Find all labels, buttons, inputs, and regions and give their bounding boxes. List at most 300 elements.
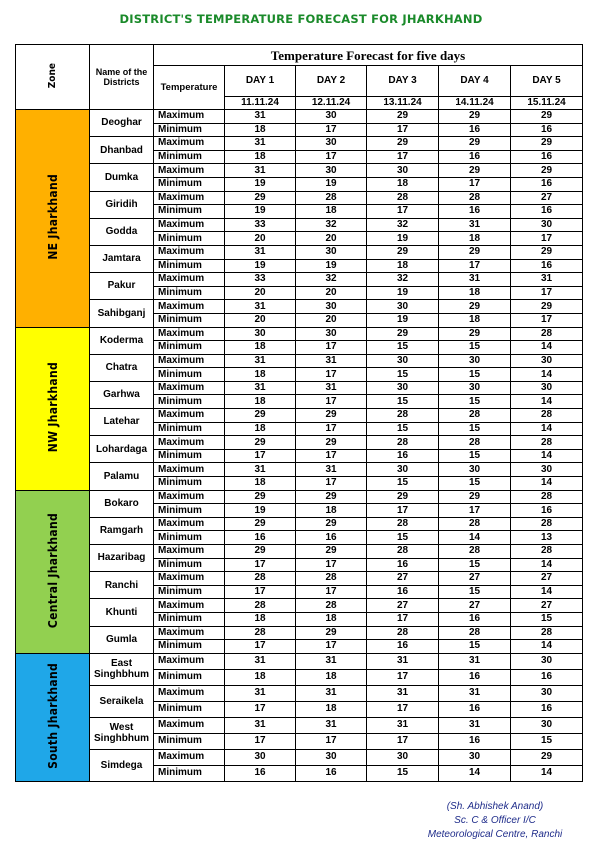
table-row xyxy=(16,191,583,205)
temperature-value: 17 xyxy=(367,150,439,164)
table-row xyxy=(16,218,583,232)
minimum-label: Minimum xyxy=(154,422,225,436)
maximum-label: Maximum xyxy=(154,572,225,586)
temperature-value: 14 xyxy=(511,449,583,463)
temperature-value: 29 xyxy=(511,245,583,259)
temperature-value: 31 xyxy=(296,717,367,733)
signature-block xyxy=(410,800,580,842)
temperature-value: 30 xyxy=(296,245,367,259)
temperature-value: 31 xyxy=(225,245,296,259)
temperature-value: 16 xyxy=(439,205,511,219)
temperature-value: 17 xyxy=(296,123,367,137)
temperature-value: 18 xyxy=(225,669,296,685)
temperature-value: 29 xyxy=(367,327,439,341)
temperature-value: 20 xyxy=(225,232,296,246)
temperature-value: 18 xyxy=(225,341,296,355)
temperature-value: 28 xyxy=(367,409,439,423)
temperature-value: 31 xyxy=(225,110,296,124)
temperature-value: 18 xyxy=(225,477,296,491)
minimum-label: Minimum xyxy=(154,341,225,355)
temperature-value: 16 xyxy=(511,504,583,518)
temperature-value: 15 xyxy=(439,640,511,654)
temperature-value: 18 xyxy=(296,205,367,219)
forecast-table xyxy=(15,44,583,782)
table-row xyxy=(16,545,583,559)
temperature-value: 31 xyxy=(439,273,511,287)
temperature-value: 31 xyxy=(296,381,367,395)
minimum-label: Minimum xyxy=(154,558,225,572)
temperature-value: 29 xyxy=(511,164,583,178)
temperature-header: Temperature xyxy=(154,66,225,110)
temperature-value: 30 xyxy=(225,327,296,341)
temperature-value: 15 xyxy=(439,585,511,599)
temperature-value: 28 xyxy=(225,572,296,586)
temperature-value: 29 xyxy=(439,300,511,314)
temperature-value: 30 xyxy=(296,110,367,124)
table-row xyxy=(16,685,583,701)
temperature-value: 29 xyxy=(296,490,367,504)
minimum-label: Minimum xyxy=(154,313,225,327)
temperature-value: 17 xyxy=(367,123,439,137)
temperature-value: 19 xyxy=(296,177,367,191)
temperature-value: 31 xyxy=(225,463,296,477)
temperature-value: 33 xyxy=(225,218,296,232)
maximum-label: Maximum xyxy=(154,685,225,701)
temperature-value: 19 xyxy=(367,313,439,327)
temperature-value: 16 xyxy=(367,585,439,599)
temperature-value: 18 xyxy=(225,123,296,137)
temperature-value: 18 xyxy=(439,286,511,300)
temperature-value: 29 xyxy=(511,137,583,151)
temperature-value: 17 xyxy=(367,669,439,685)
temperature-value: 14 xyxy=(511,341,583,355)
temperature-value: 29 xyxy=(225,436,296,450)
temperature-value: 17 xyxy=(296,395,367,409)
district-name: Simdega xyxy=(90,749,154,781)
district-name: Godda xyxy=(90,218,154,245)
temperature-value: 32 xyxy=(296,273,367,287)
temperature-value: 15 xyxy=(367,765,439,781)
temperature-value: 20 xyxy=(225,286,296,300)
temperature-value: 15 xyxy=(511,612,583,626)
temperature-value: 31 xyxy=(367,653,439,669)
temperature-value: 18 xyxy=(225,368,296,382)
temperature-value: 18 xyxy=(225,422,296,436)
temperature-value: 16 xyxy=(225,765,296,781)
district-name: Koderma xyxy=(90,327,154,354)
minimum-label: Minimum xyxy=(154,368,225,382)
temperature-value: 16 xyxy=(367,558,439,572)
temperature-value: 28 xyxy=(439,517,511,531)
temperature-value: 28 xyxy=(439,409,511,423)
maximum-label: Maximum xyxy=(154,463,225,477)
temperature-value: 31 xyxy=(367,685,439,701)
table-row xyxy=(16,490,583,504)
temperature-value: 15 xyxy=(367,368,439,382)
temperature-value: 17 xyxy=(367,504,439,518)
temperature-value: 14 xyxy=(511,477,583,491)
table-row xyxy=(16,354,583,368)
temperature-value: 30 xyxy=(367,749,439,765)
temperature-value: 30 xyxy=(296,300,367,314)
maximum-label: Maximum xyxy=(154,381,225,395)
temperature-value: 17 xyxy=(296,640,367,654)
zone-cell xyxy=(16,327,90,490)
minimum-label: Minimum xyxy=(154,585,225,599)
temperature-value: 15 xyxy=(439,341,511,355)
temperature-value: 29 xyxy=(511,110,583,124)
district-name: Sahibganj xyxy=(90,300,154,327)
temperature-value: 17 xyxy=(511,313,583,327)
table-row xyxy=(16,572,583,586)
table-row xyxy=(16,110,583,124)
district-name: Latehar xyxy=(90,409,154,436)
temperature-value: 14 xyxy=(511,585,583,599)
temperature-value: 31 xyxy=(225,381,296,395)
temperature-value: 28 xyxy=(367,191,439,205)
temperature-value: 28 xyxy=(296,599,367,613)
table-row xyxy=(16,409,583,423)
day-header: DAY 3 xyxy=(367,66,439,97)
minimum-label: Minimum xyxy=(154,504,225,518)
maximum-label: Maximum xyxy=(154,137,225,151)
temperature-value: 29 xyxy=(439,164,511,178)
temperature-value: 28 xyxy=(367,626,439,640)
temperature-value: 15 xyxy=(439,395,511,409)
temperature-value: 15 xyxy=(439,558,511,572)
table-row xyxy=(16,137,583,151)
temperature-value: 15 xyxy=(511,733,583,749)
date-header: 11.11.24 xyxy=(225,97,296,110)
temperature-value: 29 xyxy=(225,545,296,559)
district-name: Chatra xyxy=(90,354,154,381)
temperature-value: 31 xyxy=(225,137,296,151)
table-row xyxy=(16,463,583,477)
temperature-value: 28 xyxy=(225,599,296,613)
zone-cell xyxy=(16,110,90,328)
temperature-value: 31 xyxy=(225,354,296,368)
temperature-value: 30 xyxy=(511,381,583,395)
temperature-value: 17 xyxy=(225,640,296,654)
maximum-label: Maximum xyxy=(154,490,225,504)
temperature-value: 17 xyxy=(511,232,583,246)
temperature-value: 15 xyxy=(367,341,439,355)
minimum-label: Minimum xyxy=(154,612,225,626)
temperature-value: 16 xyxy=(511,701,583,717)
temperature-value: 20 xyxy=(225,313,296,327)
temperature-value: 31 xyxy=(225,717,296,733)
temperature-value: 19 xyxy=(367,232,439,246)
minimum-label: Minimum xyxy=(154,177,225,191)
temperature-value: 31 xyxy=(511,273,583,287)
district-name: Giridih xyxy=(90,191,154,218)
temperature-value: 15 xyxy=(439,449,511,463)
temperature-value: 19 xyxy=(367,286,439,300)
page-title: DISTRICT'S TEMPERATURE FORECAST FOR JHARKHAND xyxy=(119,12,483,26)
temperature-value: 29 xyxy=(296,626,367,640)
temperature-value: 28 xyxy=(296,572,367,586)
table-row xyxy=(16,717,583,733)
table-header xyxy=(16,45,583,110)
temperature-value: 30 xyxy=(367,164,439,178)
minimum-label: Minimum xyxy=(154,232,225,246)
temperature-value: 31 xyxy=(296,685,367,701)
temperature-value: 17 xyxy=(439,504,511,518)
zone-label: South Jharkhand xyxy=(45,663,60,769)
temperature-value: 28 xyxy=(511,490,583,504)
district-name: East Singhbhum xyxy=(90,653,154,685)
temperature-value: 31 xyxy=(225,300,296,314)
maximum-label: Maximum xyxy=(154,409,225,423)
temperature-value: 30 xyxy=(296,327,367,341)
temperature-value: 28 xyxy=(511,626,583,640)
temperature-value: 29 xyxy=(439,327,511,341)
temperature-value: 17 xyxy=(225,449,296,463)
district-name: Dumka xyxy=(90,164,154,191)
temperature-value: 30 xyxy=(296,164,367,178)
temperature-value: 17 xyxy=(296,150,367,164)
temperature-value: 28 xyxy=(225,626,296,640)
temperature-value: 14 xyxy=(511,640,583,654)
day-header: DAY 1 xyxy=(225,66,296,97)
district-name: Ramgarh xyxy=(90,517,154,544)
temperature-value: 28 xyxy=(296,191,367,205)
temperature-value: 15 xyxy=(367,422,439,436)
temperature-value: 27 xyxy=(511,191,583,205)
district-name: Deoghar xyxy=(90,110,154,137)
temperature-value: 29 xyxy=(367,110,439,124)
temperature-value: 16 xyxy=(439,612,511,626)
temperature-value: 29 xyxy=(225,409,296,423)
signature-name: (Sh. Abhishek Anand) xyxy=(446,801,544,812)
maximum-label: Maximum xyxy=(154,110,225,124)
table-row xyxy=(16,381,583,395)
table-row xyxy=(16,436,583,450)
district-name: Garhwa xyxy=(90,381,154,408)
temperature-value: 16 xyxy=(439,701,511,717)
table-row xyxy=(16,300,583,314)
temperature-value: 29 xyxy=(511,749,583,765)
zone-cell xyxy=(16,653,90,781)
temperature-value: 15 xyxy=(367,477,439,491)
temperature-value: 15 xyxy=(367,531,439,545)
temperature-value: 16 xyxy=(511,123,583,137)
temperature-value: 30 xyxy=(511,685,583,701)
temperature-value: 16 xyxy=(367,449,439,463)
temperature-value: 30 xyxy=(439,749,511,765)
temperature-value: 30 xyxy=(511,463,583,477)
temperature-value: 29 xyxy=(296,409,367,423)
date-header: 15.11.24 xyxy=(511,97,583,110)
temperature-value: 31 xyxy=(225,685,296,701)
temperature-value: 30 xyxy=(439,381,511,395)
minimum-label: Minimum xyxy=(154,259,225,273)
temperature-value: 30 xyxy=(511,354,583,368)
table-row xyxy=(16,273,583,287)
temperature-value: 29 xyxy=(511,300,583,314)
day-header: DAY 4 xyxy=(439,66,511,97)
temperature-value: 18 xyxy=(225,395,296,409)
district-name: Hazaribag xyxy=(90,545,154,572)
temperature-value: 16 xyxy=(225,531,296,545)
temperature-value: 31 xyxy=(439,717,511,733)
maximum-label: Maximum xyxy=(154,300,225,314)
temperature-value: 16 xyxy=(439,150,511,164)
temperature-value: 31 xyxy=(296,354,367,368)
temperature-value: 18 xyxy=(296,669,367,685)
temperature-value: 30 xyxy=(439,463,511,477)
temperature-value: 14 xyxy=(511,395,583,409)
temperature-value: 15 xyxy=(439,422,511,436)
temperature-value: 30 xyxy=(367,300,439,314)
temperature-value: 28 xyxy=(439,436,511,450)
temperature-value: 20 xyxy=(296,232,367,246)
maximum-label: Maximum xyxy=(154,517,225,531)
temperature-value: 17 xyxy=(296,733,367,749)
temperature-value: 15 xyxy=(367,395,439,409)
temperature-value: 28 xyxy=(367,436,439,450)
temperature-value: 18 xyxy=(439,313,511,327)
temperature-value: 31 xyxy=(225,653,296,669)
temperature-value: 32 xyxy=(367,218,439,232)
temperature-value: 30 xyxy=(511,218,583,232)
temperature-value: 14 xyxy=(511,558,583,572)
temperature-value: 27 xyxy=(511,572,583,586)
date-header: 13.11.24 xyxy=(367,97,439,110)
temperature-value: 17 xyxy=(296,422,367,436)
temperature-value: 19 xyxy=(225,177,296,191)
temperature-value: 31 xyxy=(439,218,511,232)
table-row xyxy=(16,626,583,640)
district-name: Bokaro xyxy=(90,490,154,517)
district-name: Ranchi xyxy=(90,572,154,599)
temperature-value: 15 xyxy=(439,368,511,382)
maximum-label: Maximum xyxy=(154,164,225,178)
day-header: DAY 5 xyxy=(511,66,583,97)
table-row xyxy=(16,599,583,613)
temperature-value: 30 xyxy=(367,463,439,477)
minimum-label: Minimum xyxy=(154,669,225,685)
temperature-value: 30 xyxy=(367,381,439,395)
district-name: Jamtara xyxy=(90,245,154,272)
day-header: DAY 2 xyxy=(296,66,367,97)
temperature-value: 17 xyxy=(225,558,296,572)
temperature-value: 19 xyxy=(225,504,296,518)
minimum-label: Minimum xyxy=(154,733,225,749)
temperature-value: 31 xyxy=(296,463,367,477)
temperature-value: 18 xyxy=(439,232,511,246)
maximum-label: Maximum xyxy=(154,749,225,765)
temperature-value: 18 xyxy=(225,150,296,164)
temperature-value: 14 xyxy=(511,368,583,382)
temperature-value: 32 xyxy=(367,273,439,287)
temperature-value: 14 xyxy=(511,765,583,781)
temperature-value: 18 xyxy=(296,701,367,717)
temperature-value: 19 xyxy=(296,259,367,273)
temperature-value: 17 xyxy=(296,368,367,382)
temperature-value: 27 xyxy=(439,572,511,586)
temperature-value: 30 xyxy=(367,354,439,368)
temperature-value: 28 xyxy=(511,436,583,450)
table-row xyxy=(16,517,583,531)
table-row xyxy=(16,749,583,765)
temperature-value: 30 xyxy=(296,137,367,151)
temperature-value: 29 xyxy=(367,245,439,259)
temperature-value: 31 xyxy=(225,164,296,178)
temperature-value: 33 xyxy=(225,273,296,287)
temperature-value: 14 xyxy=(439,765,511,781)
temperature-value: 14 xyxy=(439,531,511,545)
temperature-value: 28 xyxy=(439,545,511,559)
district-name: Khunti xyxy=(90,599,154,626)
temperature-value: 29 xyxy=(439,110,511,124)
temperature-value: 20 xyxy=(296,313,367,327)
temperature-value: 28 xyxy=(511,327,583,341)
minimum-label: Minimum xyxy=(154,531,225,545)
signature-office: Meteorological Centre, Ranchi xyxy=(427,829,563,840)
temperature-value: 16 xyxy=(511,177,583,191)
temperature-value: 27 xyxy=(367,599,439,613)
temperature-value: 30 xyxy=(511,717,583,733)
temperature-value: 16 xyxy=(439,733,511,749)
temperature-value: 16 xyxy=(439,123,511,137)
maximum-label: Maximum xyxy=(154,218,225,232)
temperature-value: 31 xyxy=(367,717,439,733)
temperature-value: 28 xyxy=(367,545,439,559)
temperature-value: 16 xyxy=(511,669,583,685)
zone-label: NE Jharkhand xyxy=(45,174,60,260)
table-row xyxy=(16,245,583,259)
temperature-value: 19 xyxy=(225,259,296,273)
temperature-value: 28 xyxy=(439,191,511,205)
temperature-value: 28 xyxy=(367,517,439,531)
temperature-value: 29 xyxy=(367,490,439,504)
minimum-label: Minimum xyxy=(154,123,225,137)
temperature-value: 17 xyxy=(296,558,367,572)
minimum-label: Minimum xyxy=(154,477,225,491)
temperature-value: 16 xyxy=(296,531,367,545)
temperature-value: 17 xyxy=(225,733,296,749)
temperature-value: 17 xyxy=(296,341,367,355)
zone-label: Central Jharkhand xyxy=(45,512,60,628)
district-name: West Singhbhum xyxy=(90,717,154,749)
maximum-label: Maximum xyxy=(154,245,225,259)
temperature-value: 28 xyxy=(511,517,583,531)
zone-label: NW Jharkhand xyxy=(45,362,60,453)
zone-header xyxy=(16,45,90,110)
district-header: Name of the Districts xyxy=(90,45,154,110)
temperature-value: 16 xyxy=(511,259,583,273)
minimum-label: Minimum xyxy=(154,701,225,717)
maximum-label: Maximum xyxy=(154,545,225,559)
temperature-value: 30 xyxy=(439,354,511,368)
minimum-label: Minimum xyxy=(154,286,225,300)
temperature-value: 30 xyxy=(296,749,367,765)
temperature-value: 16 xyxy=(511,205,583,219)
table-body xyxy=(16,110,583,782)
temperature-value: 17 xyxy=(439,177,511,191)
temperature-value: 17 xyxy=(225,701,296,717)
temperature-value: 18 xyxy=(225,612,296,626)
temperature-value: 16 xyxy=(511,150,583,164)
temperature-value: 31 xyxy=(439,685,511,701)
maximum-label: Maximum xyxy=(154,273,225,287)
temperature-value: 16 xyxy=(439,669,511,685)
temperature-value: 29 xyxy=(296,545,367,559)
minimum-label: Minimum xyxy=(154,395,225,409)
forecast-header: Temperature Forecast for five days xyxy=(154,45,583,66)
temperature-value: 31 xyxy=(296,653,367,669)
